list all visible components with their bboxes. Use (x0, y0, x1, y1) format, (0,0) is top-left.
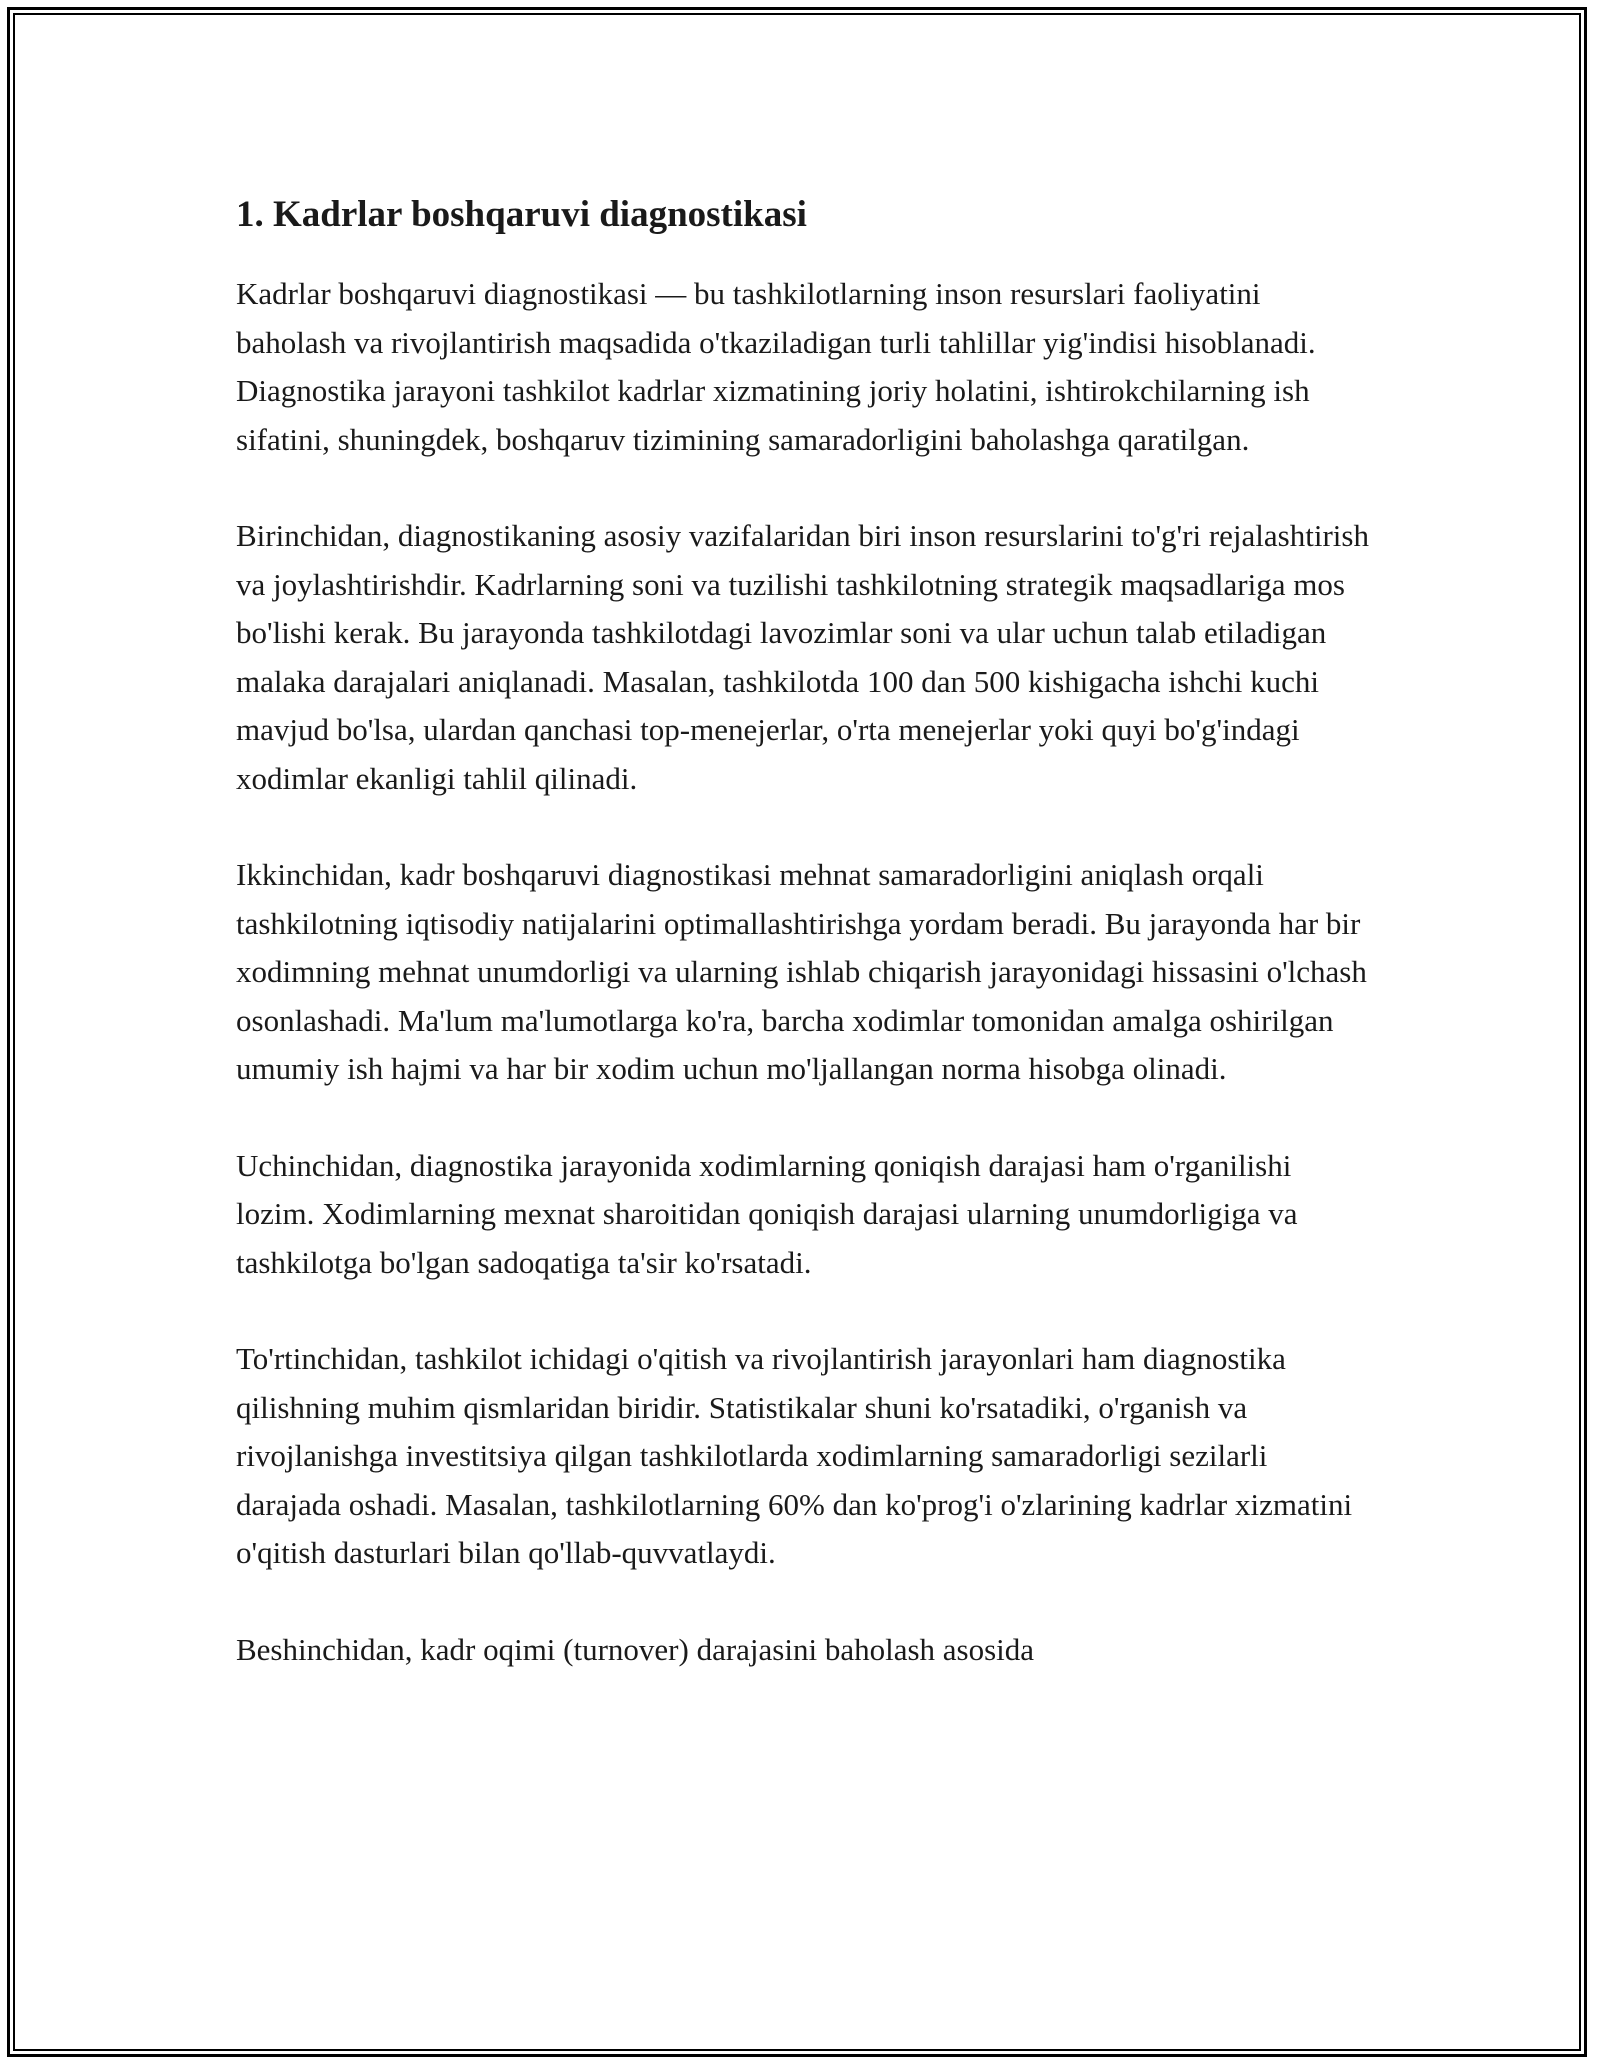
document-heading: 1. Kadrlar boshqaruvi diagnostikasi (236, 194, 807, 235)
paragraph-fifth-point: Beshinchidan, kadr oqimi (turnover) darajasini baholash asosida (236, 1631, 1035, 1667)
document-body (236, 186, 1376, 1722)
paragraph-introduction: Kadrlar boshqaruvi diagnostikasi — bu tashkilotlarning inson resurslari faoliyatini baholash va rivojlantirish maqsadida o'tkaziladigan turli tahlillar yig'indisi hisoblanadi. Diagnostika jarayoni tashkilot kadrlar xizmatining joriy holatini, ishtirokchilarning ish sifatini, shuningdek, boshqaruv tizimining samaradorligini baholashga qaratilgan. (236, 276, 1316, 457)
paragraph-first-point: Birinchidan, diagnostikaning asosiy vazifalaridan biri inson resurslarini to'g'ri rejalashtirish va joylashtirishdir. Kadrlarning soni va tuzilishi tashkilotning strategik maqsadlariga mos bo'lishi kerak. Bu jarayonda tashkilotdagi lavozimlar soni va ular uchun talab etiladigan malaka darajalari aniqlanadi. Masalan, tashkilotda 100 dan 500 kishigacha ishchi kuchi mavjud bo'lsa, ulardan qanchasi top-menejerlar, o'rta menejerlar yoki quyi bo'g'indagi xodimlar ekanligi tahlil qilinadi. (236, 518, 1369, 796)
paragraph-third-point: Uchinchidan, diagnostika jarayonida xodimlarning qoniqish darajasi ham o'rganilishi lozim. Xodimlarning mexnat sharoitidan qoniqish darajasi ularning unumdorligiga va tashkilotga bo'lgan sadoqatiga ta'sir ko'rsatadi. (236, 1147, 1298, 1280)
paragraph-second-point: Ikkinchidan, kadr boshqaruvi diagnostikasi mehnat samaradorligini aniqlash orqali tashkilotning iqtisodiy natijalarini optimallashtirishga yordam beradi. Bu jarayonda har bir xodimning mehnat unumdorligi va ularning ishlab chiqarish jarayonidagi hissasini o'lchash osonlashadi. Ma'lum ma'lumotlarga ko'ra, barcha xodimlar tomonidan amalga oshirilgan umumiy ish hajmi va har bir xodim uchun mo'ljallangan norma hisobga olinadi. (236, 857, 1367, 1086)
paragraph-fourth-point: To'rtinchidan, tashkilot ichidagi o'qitish va rivojlantirish jarayonlari ham diagnostika qilishning muhim qismlaridan biridir. Statistikalar shuni ko'rsatadiki, o'rganish va rivojlanishga investitsiya qilgan tashkilotlarda xodimlarning samaradorligi sezilarli darajada oshadi. Masalan, tashkilotlarning 60% dan ko'prog'i o'zlarining kadrlar xizmatini o'qitish dasturlari bilan qo'llab-quvvatlaydi. (236, 1341, 1353, 1570)
